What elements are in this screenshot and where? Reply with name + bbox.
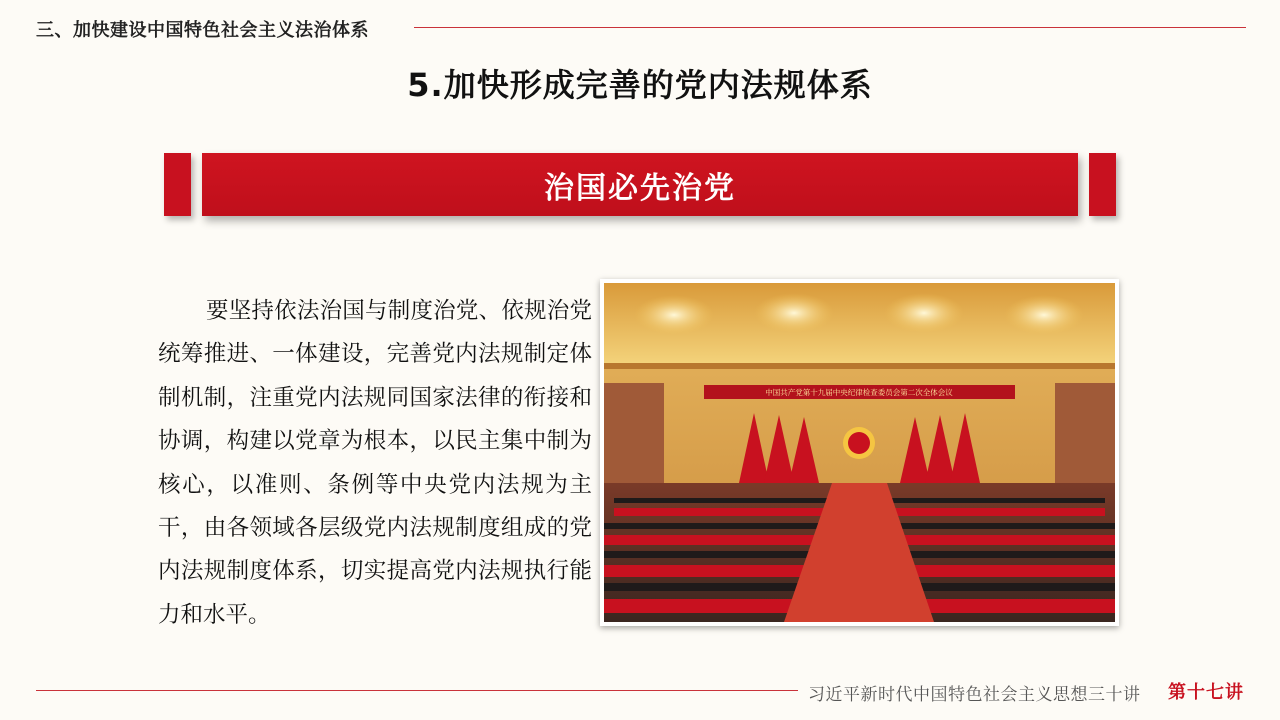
page-title: 5.加快形成完善的党内法规体系 — [407, 66, 873, 104]
banner-left-tab — [164, 153, 191, 216]
section-title: 三、加快建设中国特色社会主义法治体系 — [36, 20, 369, 41]
bottom-divider — [36, 690, 798, 691]
series-title: 习近平新时代中国特色社会主义思想三十讲 — [808, 685, 1141, 705]
hall-banner-text: 中国共产党第十九届中央纪律检查委员会第二次全体会议 — [765, 388, 953, 397]
topic-banner — [202, 153, 1078, 216]
meeting-hall-photo — [600, 279, 1119, 626]
banner-text: 治国必先治党 — [544, 170, 736, 206]
banner-right-tab — [1089, 153, 1116, 216]
top-divider — [414, 27, 1246, 28]
lecture-number: 第十七讲 — [1168, 682, 1244, 703]
body-paragraph: 要坚持依法治国与制度治党、依规治党统筹推进、一体建设，完善党内法规制定体制机制，注重党内法规同国家法律的衔接和协调，构建以党章为根本，以民主集中制为核心，以准则、条例等中央党内法规为主干，由各领域各层级党内法规制度组成的党内法规制度体系，切实提高党内法规执行能力和水平。 — [158, 298, 592, 628]
